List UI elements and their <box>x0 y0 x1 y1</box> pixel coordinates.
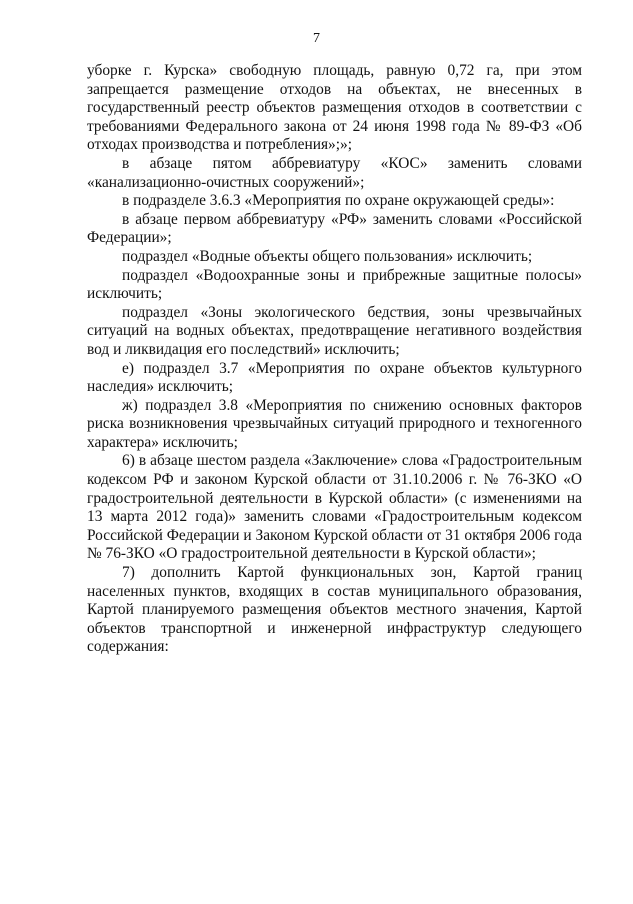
paragraph-water-protection-zones: подраздел «Водоохранные зоны и прибрежные защитные полосы» исключить; <box>87 266 582 303</box>
paragraph-ecological-disaster-zones: подраздел «Зоны экологического бедствия, зоны чрезвычайных ситуаций на водных объектах, предотвращение негативного воздействия вод и ликвидация его последствий» исключить; <box>87 303 582 358</box>
paragraph-water-objects: подраздел «Водные объекты общего пользования» исключить; <box>122 247 533 265</box>
paragraph-subsection-3-6-3: в подразделе 3.6.3 «Мероприятия по охране окружающей среды»: <box>122 192 555 210</box>
paragraph-kos-abbreviation: в абзаце пятом аббревиатуру «КОС» заменить словами «канализационно-очистных сооружений»; <box>87 154 582 191</box>
page-number: 7 <box>313 31 320 46</box>
paragraph-rf-abbreviation: в абзаце первом аббревиатуру «РФ» заменить словами «Российской Федерации»; <box>87 210 582 247</box>
paragraph-item-7-maps: 7) дополнить Картой функциональных зон, Картой границ населенных пунктов, входящих в состав муниципального образования, Картой планируемого размещения объектов местного значения, Картой объектов транспортной и инженерной инфраструктур следующего содержания: <box>87 564 582 656</box>
paragraph-continuation: уборке г. Курска» свободную площадь, равную 0,72 га, при этом запрещается размещение отходов на объектах, не внесенных в государственный реестр объектов размещения отходов в соответствии с требованиями Федерального закона от 24 июня 1998 года № 89-ФЗ «Об отходах производства и потребления»;»; <box>87 62 582 154</box>
paragraph-item-6-conclusion: 6) в абзаце шестом раздела «Заключение» слова «Градостроительным кодексом РФ и законом Курской области от 31.10.2006 г. № 76-ЗКО «О градостроительной деятельности в Курской области» (с изменениями на 13 марта 2012 года)» заменить словами «Градостроительным кодексом Российской Федерации и Законом Курской области от 31 октября 2006 года № 76-ЗКО «О градостроительной деятельности в Курской области»; <box>87 452 582 563</box>
paragraph-subsection-3-8: ж) подраздел 3.8 «Мероприятия по снижению основных факторов риска возникновения чрезвычайных ситуаций природного и техногенного характера» исключить; <box>87 396 582 451</box>
document-body <box>87 62 582 657</box>
paragraph-subsection-3-7: е) подраздел 3.7 «Мероприятия по охране объектов культурного наследия» исключить; <box>87 359 582 396</box>
